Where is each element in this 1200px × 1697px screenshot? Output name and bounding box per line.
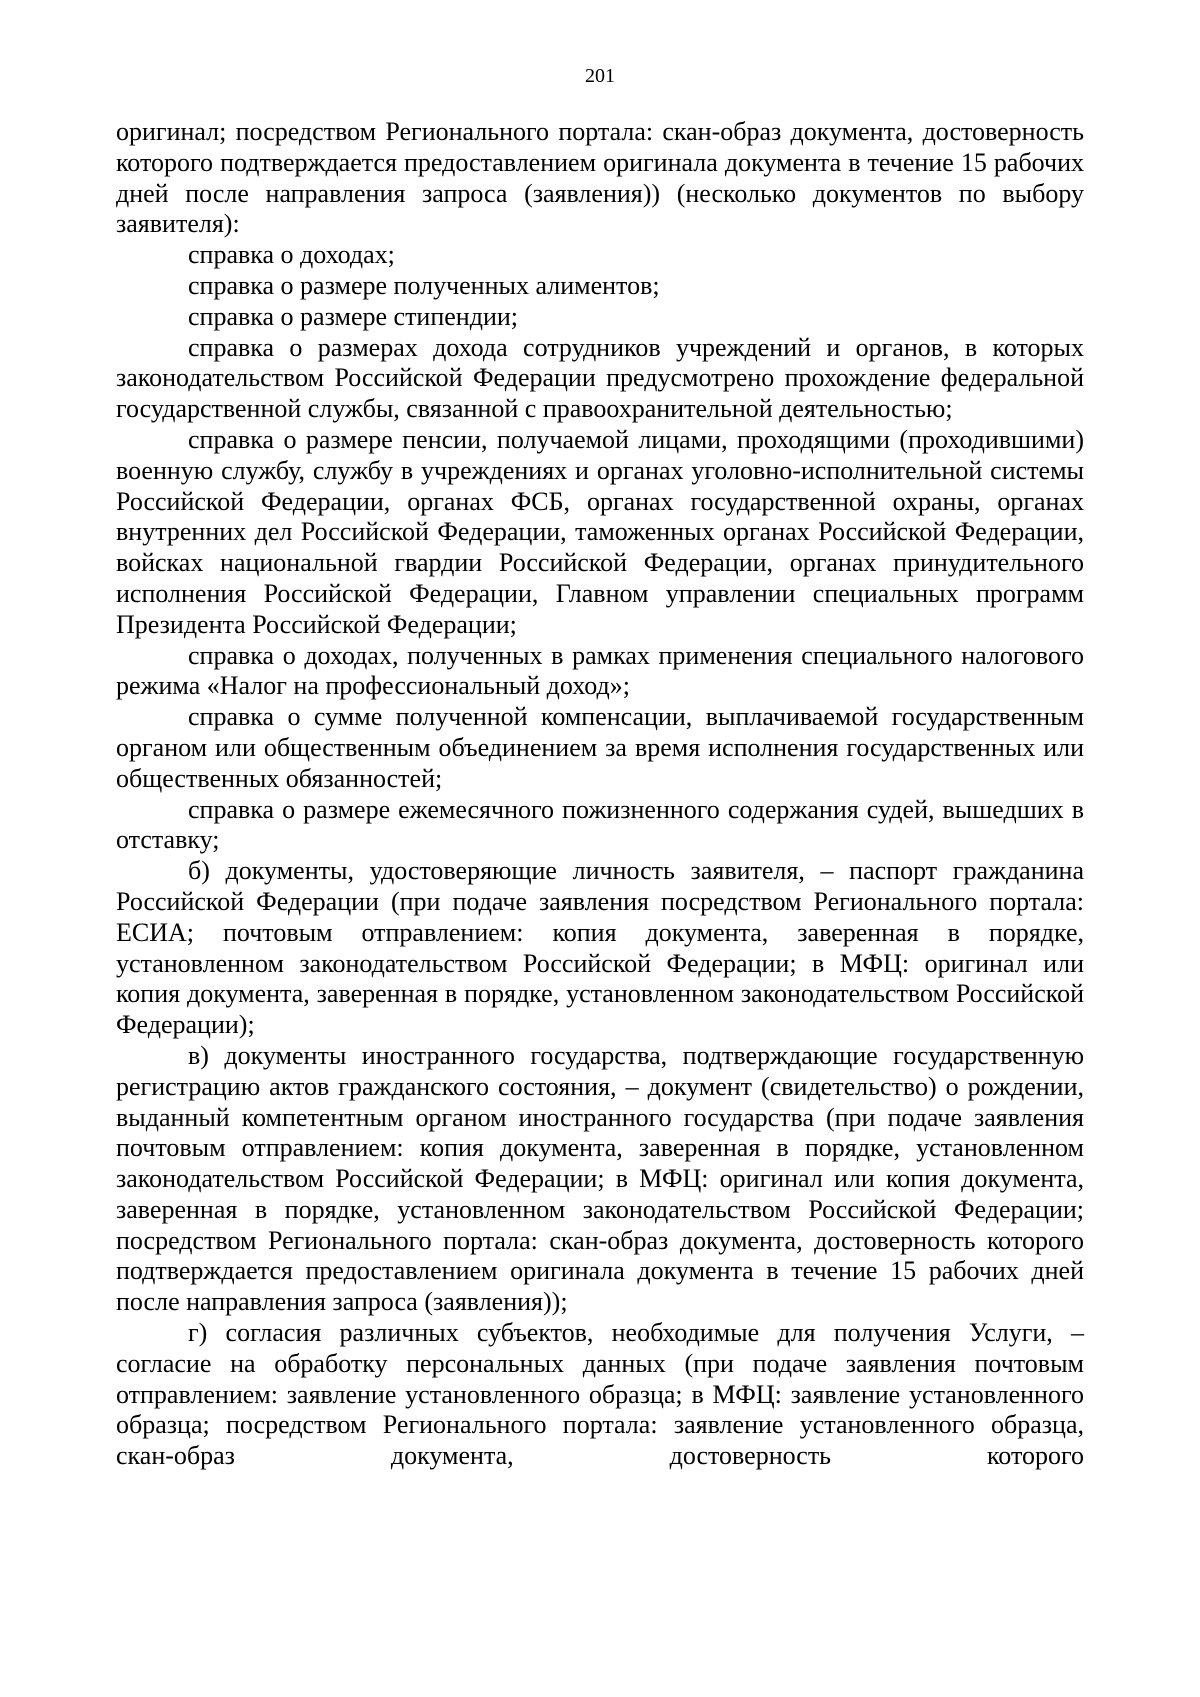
paragraph: справка о размере ежемесячного пожизненного содержания судей, вышедших в отставку; bbox=[116, 794, 1084, 855]
paragraph: б) документы, удостоверяющие личность заявителя, – паспорт гражданина Российской Федерации (при подаче заявления посредством Регионального портала: ЕСИА; почтовым отправлением: копия документа, заверенная в порядке, установленном законодательством Российской Федерации; в МФЦ: оригинал или копия документа, заверенная в порядке, установленном законодательством Российской Федерации); bbox=[116, 856, 1084, 1040]
paragraph: г) согласия различных субъектов, необходимые для получения Услуги, – согласие на обработку персональных данных (при подаче заявления почтовым отправлением: заявление установленного образца; в МФЦ: заявление установленного образца; посредством Регионального портала: заявление установленного образца, скан-образ документа, достоверность которого bbox=[116, 1318, 1084, 1471]
paragraph: справка о доходах, полученных в рамках применения специального налогового режима «Налог на профессиональный доход»; bbox=[116, 640, 1084, 701]
document-body bbox=[116, 117, 1084, 1472]
paragraph: справка о размере полученных алиментов; bbox=[188, 270, 660, 300]
paragraph: справка о сумме полученной компенсации, выплачиваемой государственным органом или общественным объединением за время исполнения государственных или общественных обязанностей; bbox=[116, 702, 1084, 793]
paragraph: справка о размерах дохода сотрудников учреждений и органов, в которых законодательством Российской Федерации предусмотрено прохождение федеральной государственной службы, связанной с правоохранительной деятельностью; bbox=[116, 332, 1084, 424]
paragraph: в) документы иностранного государства, подтверждающие государственную регистрацию актов гражданского состояния, – документ (свидетельство) о рождении, выданный компетентным органом иностранного государства (при подаче заявления почтовым отправлением: копия документа, заверенная в порядке, установленном законодательством Российской Федерации; в МФЦ: оригинал или копия документа, заверенная в порядке, установленном законодательством Российской Федерации; посредством Регионального портала: скан-образ документа, достоверность которого подтверждается предоставлением оригинала документа в течение 15 рабочих дней после направления запроса (заявления)); bbox=[116, 1040, 1084, 1317]
paragraph: оригинал; посредством Регионального портала: скан-образ документа, достоверность которого подтверждается предоставлением оригинала документа в течение 15 рабочих дней после направления запроса (заявления)) (несколько документов по выбору заявителя): bbox=[116, 117, 1084, 239]
paragraph: справка о размере стипендии; bbox=[188, 301, 518, 331]
paragraph: справка о размере пенсии, получаемой лицами, проходящими (проходившими) военную службу, службу в учреждениях и органах уголовно-исполнительной системы Российской Федерации, органах ФСБ, органах государственной охраны, органах внутренних дел Российской Федерации, таможенных органах Российской Федерации, войсках национальной гвардии Российской Федерации, органах принудительного исполнения Российской Федерации, Главном управлении специальных программ Президента Российской Федерации; bbox=[116, 424, 1084, 639]
page-number: 201 bbox=[585, 65, 615, 87]
paragraph: справка о доходах; bbox=[188, 240, 395, 270]
